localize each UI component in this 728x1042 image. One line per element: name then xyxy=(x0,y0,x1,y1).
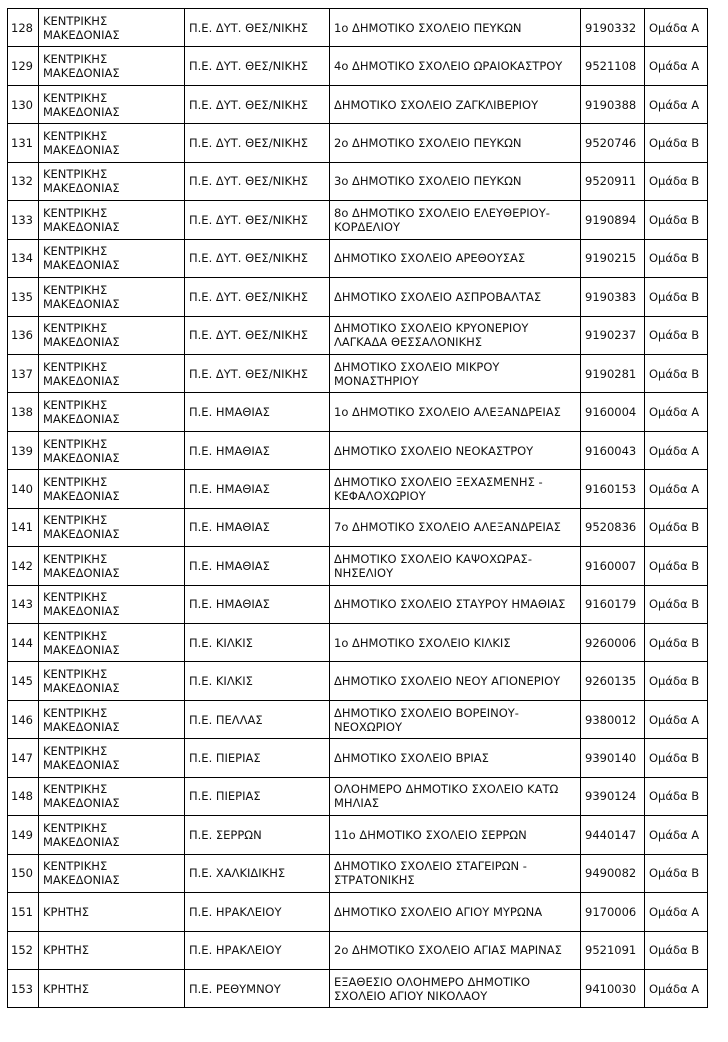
unit-cell: Π.Ε. ΣΕΡΡΩΝ xyxy=(185,816,330,854)
school-name-cell: ΟΛΟΗΜΕΡΟ ΔΗΜΟΤΙΚΟ ΣΧΟΛΕΙΟ ΚΑΤΩ ΜΗΛΙΑΣ xyxy=(330,777,581,815)
table-row xyxy=(8,816,708,854)
unit-cell: Π.Ε. ΗΜΑΘΙΑΣ xyxy=(185,547,330,585)
group-cell: Ομάδα A xyxy=(645,700,708,738)
row-number: 138 xyxy=(8,393,39,431)
table-row xyxy=(8,47,708,85)
group-cell: Ομάδα B xyxy=(645,201,708,239)
table-row xyxy=(8,585,708,623)
region-cell: ΚΡΗΤΗΣ xyxy=(39,931,185,969)
school-code-cell: 9190388 xyxy=(581,85,645,123)
school-code-cell: 9440147 xyxy=(581,816,645,854)
school-code-cell: 9260006 xyxy=(581,624,645,662)
unit-cell: Π.Ε. ΔΥΤ. ΘΕΣ/ΝΙΚΗΣ xyxy=(185,354,330,392)
table-row xyxy=(8,354,708,392)
table-row xyxy=(8,470,708,508)
region-cell: ΚΕΝΤΡΙΚΗΣ ΜΑΚΕΔΟΝΙΑΣ xyxy=(39,739,185,777)
unit-cell: Π.Ε. ΠΙΕΡΙΑΣ xyxy=(185,739,330,777)
row-number: 145 xyxy=(8,662,39,700)
table-row xyxy=(8,508,708,546)
region-cell: ΚΕΝΤΡΙΚΗΣ ΜΑΚΕΔΟΝΙΑΣ xyxy=(39,547,185,585)
school-code-cell: 9380012 xyxy=(581,700,645,738)
group-cell: Ομάδα B xyxy=(645,739,708,777)
table-row xyxy=(8,969,708,1007)
unit-cell: Π.Ε. ΗΜΑΘΙΑΣ xyxy=(185,508,330,546)
region-cell: ΚΕΝΤΡΙΚΗΣ ΜΑΚΕΔΟΝΙΑΣ xyxy=(39,585,185,623)
school-name-cell: ΔΗΜΟΤΙΚΟ ΣΧΟΛΕΙΟ ΣΤΑΥΡΟΥ ΗΜΑΘΙΑΣ xyxy=(330,585,581,623)
school-name-cell: ΕΞΑΘΕΣΙΟ ΟΛΟΗΜΕΡΟ ΔΗΜΟΤΙΚΟ ΣΧΟΛΕΙΟ ΑΓΙΟΥ ΝΙΚΟΛΑΟΥ xyxy=(330,969,581,1007)
group-cell: Ομάδα B xyxy=(645,508,708,546)
row-number: 130 xyxy=(8,85,39,123)
unit-cell: Π.Ε. ΔΥΤ. ΘΕΣ/ΝΙΚΗΣ xyxy=(185,239,330,277)
school-code-cell: 9190281 xyxy=(581,354,645,392)
unit-cell: Π.Ε. ΗΜΑΘΙΑΣ xyxy=(185,585,330,623)
school-code-cell: 9521108 xyxy=(581,47,645,85)
school-code-cell: 9190383 xyxy=(581,278,645,316)
unit-cell: Π.Ε. ΚΙΛΚΙΣ xyxy=(185,662,330,700)
row-number: 146 xyxy=(8,700,39,738)
region-cell: ΚΕΝΤΡΙΚΗΣ ΜΑΚΕΔΟΝΙΑΣ xyxy=(39,700,185,738)
group-cell: Ομάδα B xyxy=(645,239,708,277)
school-code-cell: 9160007 xyxy=(581,547,645,585)
table-row xyxy=(8,9,708,47)
row-number: 137 xyxy=(8,354,39,392)
region-cell: ΚΕΝΤΡΙΚΗΣ ΜΑΚΕΔΟΝΙΑΣ xyxy=(39,85,185,123)
table-row xyxy=(8,316,708,354)
group-cell: Ομάδα A xyxy=(645,816,708,854)
unit-cell: Π.Ε. ΠΙΕΡΙΑΣ xyxy=(185,777,330,815)
table-row xyxy=(8,662,708,700)
group-cell: Ομάδα B xyxy=(645,162,708,200)
school-name-cell: 4ο ΔΗΜΟΤΙΚΟ ΣΧΟΛΕΙΟ ΩΡΑΙΟΚΑΣΤΡΟΥ xyxy=(330,47,581,85)
table-row xyxy=(8,893,708,931)
school-name-cell: 11ο ΔΗΜΟΤΙΚΟ ΣΧΟΛΕΙΟ ΣΕΡΡΩΝ xyxy=(330,816,581,854)
school-code-cell: 9160004 xyxy=(581,393,645,431)
school-name-cell: 2ο ΔΗΜΟΤΙΚΟ ΣΧΟΛΕΙΟ ΑΓΙΑΣ ΜΑΡΙΝΑΣ xyxy=(330,931,581,969)
school-code-cell: 9260135 xyxy=(581,662,645,700)
unit-cell: Π.Ε. ΚΙΛΚΙΣ xyxy=(185,624,330,662)
row-number: 149 xyxy=(8,816,39,854)
unit-cell: Π.Ε. ΔΥΤ. ΘΕΣ/ΝΙΚΗΣ xyxy=(185,85,330,123)
unit-cell: Π.Ε. ΔΥΤ. ΘΕΣ/ΝΙΚΗΣ xyxy=(185,124,330,162)
school-name-cell: 1ο ΔΗΜΟΤΙΚΟ ΣΧΟΛΕΙΟ ΠΕΥΚΩΝ xyxy=(330,9,581,47)
unit-cell: Π.Ε. ΗΡΑΚΛΕΙΟΥ xyxy=(185,893,330,931)
row-number: 131 xyxy=(8,124,39,162)
region-cell: ΚΡΗΤΗΣ xyxy=(39,969,185,1007)
school-name-cell: 1ο ΔΗΜΟΤΙΚΟ ΣΧΟΛΕΙΟ ΑΛΕΞΑΝΔΡΕΙΑΣ xyxy=(330,393,581,431)
school-code-cell: 9160179 xyxy=(581,585,645,623)
group-cell: Ομάδα B xyxy=(645,354,708,392)
row-number: 150 xyxy=(8,854,39,892)
row-number: 144 xyxy=(8,624,39,662)
region-cell: ΚΕΝΤΡΙΚΗΣ ΜΑΚΕΔΟΝΙΑΣ xyxy=(39,393,185,431)
school-code-cell: 9390140 xyxy=(581,739,645,777)
school-code-cell: 9521091 xyxy=(581,931,645,969)
region-cell: ΚΕΝΤΡΙΚΗΣ ΜΑΚΕΔΟΝΙΑΣ xyxy=(39,354,185,392)
school-name-cell: ΔΗΜΟΤΙΚΟ ΣΧΟΛΕΙΟ ΝΕΟΥ ΑΓΙΟΝΕΡΙΟΥ xyxy=(330,662,581,700)
group-cell: Ομάδα B xyxy=(645,777,708,815)
row-number: 134 xyxy=(8,239,39,277)
row-number: 135 xyxy=(8,278,39,316)
region-cell: ΚΕΝΤΡΙΚΗΣ ΜΑΚΕΔΟΝΙΑΣ xyxy=(39,278,185,316)
row-number: 133 xyxy=(8,201,39,239)
school-name-cell: ΔΗΜΟΤΙΚΟ ΣΧΟΛΕΙΟ ΚΑΨΟΧΩΡΑΣ-ΝΗΣΕΛΙΟΥ xyxy=(330,547,581,585)
region-cell: ΚΕΝΤΡΙΚΗΣ ΜΑΚΕΔΟΝΙΑΣ xyxy=(39,9,185,47)
region-cell: ΚΕΝΤΡΙΚΗΣ ΜΑΚΕΔΟΝΙΑΣ xyxy=(39,162,185,200)
school-code-cell: 9490082 xyxy=(581,854,645,892)
group-cell: Ομάδα B xyxy=(645,316,708,354)
table-row xyxy=(8,931,708,969)
table-row xyxy=(8,393,708,431)
row-number: 153 xyxy=(8,969,39,1007)
school-code-cell: 9170006 xyxy=(581,893,645,931)
table-row xyxy=(8,431,708,469)
row-number: 152 xyxy=(8,931,39,969)
table-row xyxy=(8,278,708,316)
schools-table-body xyxy=(8,9,708,1008)
table-row xyxy=(8,739,708,777)
unit-cell: Π.Ε. ΔΥΤ. ΘΕΣ/ΝΙΚΗΣ xyxy=(185,162,330,200)
group-cell: Ομάδα B xyxy=(645,124,708,162)
school-name-cell: ΔΗΜΟΤΙΚΟ ΣΧΟΛΕΙΟ ΒΟΡΕΙΝΟΥ-ΝΕΟΧΩΡΙΟΥ xyxy=(330,700,581,738)
unit-cell: Π.Ε. ΡΕΘΥΜΝΟΥ xyxy=(185,969,330,1007)
school-code-cell: 9190215 xyxy=(581,239,645,277)
group-cell: Ομάδα A xyxy=(645,470,708,508)
table-row xyxy=(8,239,708,277)
school-name-cell: 8ο ΔΗΜΟΤΙΚΟ ΣΧΟΛΕΙΟ ΕΛΕΥΘΕΡΙΟΥ-ΚΟΡΔΕΛΙΟΥ xyxy=(330,201,581,239)
row-number: 151 xyxy=(8,893,39,931)
region-cell: ΚΕΝΤΡΙΚΗΣ ΜΑΚΕΔΟΝΙΑΣ xyxy=(39,662,185,700)
unit-cell: Π.Ε. ΔΥΤ. ΘΕΣ/ΝΙΚΗΣ xyxy=(185,278,330,316)
table-row xyxy=(8,777,708,815)
school-name-cell: ΔΗΜΟΤΙΚΟ ΣΧΟΛΕΙΟ ΜΙΚΡΟΥ ΜΟΝΑΣΤΗΡΙΟΥ xyxy=(330,354,581,392)
school-code-cell: 9160153 xyxy=(581,470,645,508)
table-row xyxy=(8,124,708,162)
school-name-cell: ΔΗΜΟΤΙΚΟ ΣΧΟΛΕΙΟ ΑΣΠΡΟΒΑΛΤΑΣ xyxy=(330,278,581,316)
schools-table xyxy=(7,8,708,1008)
row-number: 143 xyxy=(8,585,39,623)
school-name-cell: ΔΗΜΟΤΙΚΟ ΣΧΟΛΕΙΟ ΒΡΙΑΣ xyxy=(330,739,581,777)
school-name-cell: ΔΗΜΟΤΙΚΟ ΣΧΟΛΕΙΟ ΑΓΙΟΥ ΜΥΡΩΝΑ xyxy=(330,893,581,931)
unit-cell: Π.Ε. ΔΥΤ. ΘΕΣ/ΝΙΚΗΣ xyxy=(185,316,330,354)
row-number: 142 xyxy=(8,547,39,585)
group-cell: Ομάδα A xyxy=(645,9,708,47)
table-row xyxy=(8,85,708,123)
row-number: 147 xyxy=(8,739,39,777)
school-name-cell: 7ο ΔΗΜΟΤΙΚΟ ΣΧΟΛΕΙΟ ΑΛΕΞΑΝΔΡΕΙΑΣ xyxy=(330,508,581,546)
school-name-cell: ΔΗΜΟΤΙΚΟ ΣΧΟΛΕΙΟ ΚΡΥΟΝΕΡΙΟΥ ΛΑΓΚΑΔΑ ΘΕΣΣΑΛΟΝΙΚΗΣ xyxy=(330,316,581,354)
group-cell: Ομάδα B xyxy=(645,854,708,892)
school-code-cell: 9160043 xyxy=(581,431,645,469)
group-cell: Ομάδα A xyxy=(645,47,708,85)
school-name-cell: ΔΗΜΟΤΙΚΟ ΣΧΟΛΕΙΟ ΞΕΧΑΣΜΕΝΗΣ - ΚΕΦΑΛΟΧΩΡΙΟΥ xyxy=(330,470,581,508)
table-row xyxy=(8,547,708,585)
group-cell: Ομάδα B xyxy=(645,547,708,585)
unit-cell: Π.Ε. ΔΥΤ. ΘΕΣ/ΝΙΚΗΣ xyxy=(185,201,330,239)
table-row xyxy=(8,624,708,662)
table-row xyxy=(8,162,708,200)
group-cell: Ομάδα B xyxy=(645,278,708,316)
region-cell: ΚΕΝΤΡΙΚΗΣ ΜΑΚΕΔΟΝΙΑΣ xyxy=(39,508,185,546)
unit-cell: Π.Ε. ΠΕΛΛΑΣ xyxy=(185,700,330,738)
school-code-cell: 9410030 xyxy=(581,969,645,1007)
school-code-cell: 9390124 xyxy=(581,777,645,815)
school-name-cell: ΔΗΜΟΤΙΚΟ ΣΧΟΛΕΙΟ ΣΤΑΓΕΙΡΩΝ - ΣΤΡΑΤΟΝΙΚΗΣ xyxy=(330,854,581,892)
row-number: 129 xyxy=(8,47,39,85)
unit-cell: Π.Ε. ΔΥΤ. ΘΕΣ/ΝΙΚΗΣ xyxy=(185,47,330,85)
row-number: 128 xyxy=(8,9,39,47)
row-number: 141 xyxy=(8,508,39,546)
school-name-cell: 1ο ΔΗΜΟΤΙΚΟ ΣΧΟΛΕΙΟ ΚΙΛΚΙΣ xyxy=(330,624,581,662)
school-code-cell: 9520746 xyxy=(581,124,645,162)
group-cell: Ομάδα A xyxy=(645,431,708,469)
region-cell: ΚΕΝΤΡΙΚΗΣ ΜΑΚΕΔΟΝΙΑΣ xyxy=(39,777,185,815)
region-cell: ΚΕΝΤΡΙΚΗΣ ΜΑΚΕΔΟΝΙΑΣ xyxy=(39,316,185,354)
row-number: 132 xyxy=(8,162,39,200)
table-row xyxy=(8,201,708,239)
group-cell: Ομάδα A xyxy=(645,393,708,431)
unit-cell: Π.Ε. ΗΜΑΘΙΑΣ xyxy=(185,470,330,508)
group-cell: Ομάδα A xyxy=(645,85,708,123)
group-cell: Ομάδα B xyxy=(645,624,708,662)
region-cell: ΚΕΝΤΡΙΚΗΣ ΜΑΚΕΔΟΝΙΑΣ xyxy=(39,470,185,508)
region-cell: ΚΕΝΤΡΙΚΗΣ ΜΑΚΕΔΟΝΙΑΣ xyxy=(39,201,185,239)
group-cell: Ομάδα B xyxy=(645,662,708,700)
unit-cell: Π.Ε. ΗΜΑΘΙΑΣ xyxy=(185,431,330,469)
region-cell: ΚΕΝΤΡΙΚΗΣ ΜΑΚΕΔΟΝΙΑΣ xyxy=(39,431,185,469)
unit-cell: Π.Ε. ΗΡΑΚΛΕΙΟΥ xyxy=(185,931,330,969)
group-cell: Ομάδα B xyxy=(645,585,708,623)
table-row xyxy=(8,854,708,892)
school-name-cell: ΔΗΜΟΤΙΚΟ ΣΧΟΛΕΙΟ ΑΡΕΘΟΥΣΑΣ xyxy=(330,239,581,277)
region-cell: ΚΕΝΤΡΙΚΗΣ ΜΑΚΕΔΟΝΙΑΣ xyxy=(39,124,185,162)
row-number: 136 xyxy=(8,316,39,354)
unit-cell: Π.Ε. ΗΜΑΘΙΑΣ xyxy=(185,393,330,431)
table-row xyxy=(8,700,708,738)
row-number: 139 xyxy=(8,431,39,469)
unit-cell: Π.Ε. ΧΑΛΚΙΔΙΚΗΣ xyxy=(185,854,330,892)
school-name-cell: ΔΗΜΟΤΙΚΟ ΣΧΟΛΕΙΟ ΝΕΟΚΑΣΤΡΟΥ xyxy=(330,431,581,469)
school-code-cell: 9520911 xyxy=(581,162,645,200)
school-name-cell: 2ο ΔΗΜΟΤΙΚΟ ΣΧΟΛΕΙΟ ΠΕΥΚΩΝ xyxy=(330,124,581,162)
region-cell: ΚΕΝΤΡΙΚΗΣ ΜΑΚΕΔΟΝΙΑΣ xyxy=(39,47,185,85)
region-cell: ΚΕΝΤΡΙΚΗΣ ΜΑΚΕΔΟΝΙΑΣ xyxy=(39,854,185,892)
group-cell: Ομάδα B xyxy=(645,931,708,969)
school-code-cell: 9520836 xyxy=(581,508,645,546)
unit-cell: Π.Ε. ΔΥΤ. ΘΕΣ/ΝΙΚΗΣ xyxy=(185,9,330,47)
region-cell: ΚΕΝΤΡΙΚΗΣ ΜΑΚΕΔΟΝΙΑΣ xyxy=(39,624,185,662)
school-code-cell: 9190237 xyxy=(581,316,645,354)
group-cell: Ομάδα A xyxy=(645,893,708,931)
school-name-cell: 3ο ΔΗΜΟΤΙΚΟ ΣΧΟΛΕΙΟ ΠΕΥΚΩΝ xyxy=(330,162,581,200)
row-number: 148 xyxy=(8,777,39,815)
row-number: 140 xyxy=(8,470,39,508)
group-cell: Ομάδα A xyxy=(645,969,708,1007)
school-name-cell: ΔΗΜΟΤΙΚΟ ΣΧΟΛΕΙΟ ΖΑΓΚΛΙΒΕΡΙΟΥ xyxy=(330,85,581,123)
region-cell: ΚΕΝΤΡΙΚΗΣ ΜΑΚΕΔΟΝΙΑΣ xyxy=(39,239,185,277)
school-code-cell: 9190894 xyxy=(581,201,645,239)
region-cell: ΚΕΝΤΡΙΚΗΣ ΜΑΚΕΔΟΝΙΑΣ xyxy=(39,816,185,854)
region-cell: ΚΡΗΤΗΣ xyxy=(39,893,185,931)
school-code-cell: 9190332 xyxy=(581,9,645,47)
